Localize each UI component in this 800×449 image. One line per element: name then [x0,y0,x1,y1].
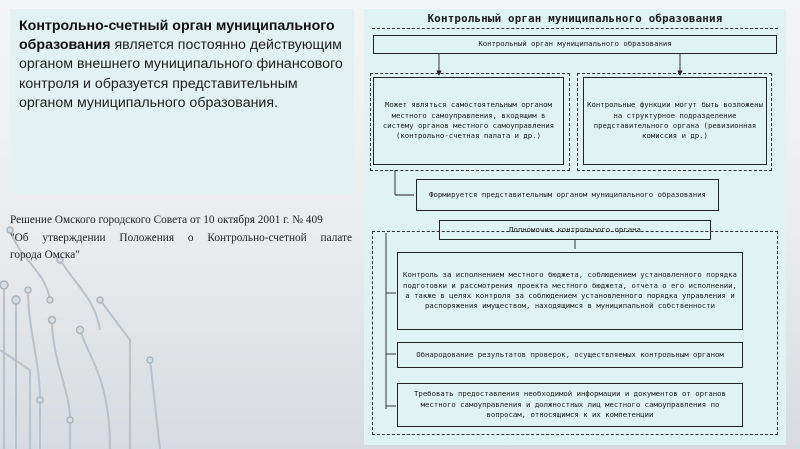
powers-box-label: Полномочия контрольного органа [509,224,641,234]
diagram-title: Контрольный орган муниципального образования [427,12,723,25]
top-box-label: Контрольный орган муниципального образования [478,39,672,49]
left-box-label: Может являться самостоятельным органом местного самоуправления, входящим в систему органов местного самоуправления (контрольно-счетная палата и др.) [382,100,555,141]
intro-term: Контрольно-счетный орган муниципального образования [19,18,335,54]
right-box-label: Контрольные функции могут быть возложены на структурное подразделение представительного органа (ревизионная комиссия и др.) [587,100,763,141]
power-item-2-label: Обнародование результатов проверок, осуществляемых контрольным органом [416,349,724,359]
intro-paragraph [19,17,346,113]
intro-definition: является постоянно действующим органом внешнего муниципального финансового контроля и образуется представительным органом муниципального образования. [19,37,343,111]
power-item-3-label: Требовать предоставления необходимой информации и документов от органов местного самоуправления и должностных лиц местного самоуправления по вопросам, относящимся к их компетенции [414,389,726,420]
power-item-1-label: Контроль за исполнением местного бюджета, соблюдением установленного порядка подготовки и рассмотрения проекта местного бюджета, отчета о его исполнении, а также в целях контроля за соблюдением установленного порядка управления и распоряжения имуществом, находящимся в муниципальной собственности [403,270,737,311]
power-item-1 [397,252,743,330]
power-item-2 [397,342,743,368]
source-reference [10,212,352,265]
left-box [373,77,564,165]
source-line-3: города Омска" [10,249,80,261]
power-item-3 [397,383,743,427]
source-line-2: "Об утверждении Положения о Контрольно-счетной палате [10,231,352,244]
right-box [583,77,767,165]
formed-box [416,179,719,211]
formed-box-label: Формируется представительным органом муниципального образования [429,189,706,199]
top-box [373,35,777,54]
intro-text-box [10,9,354,195]
source-line-1: Решение Омского городского Совета от 10 октября 2001 г. № 409 [10,214,323,226]
diagram-panel [364,9,786,445]
